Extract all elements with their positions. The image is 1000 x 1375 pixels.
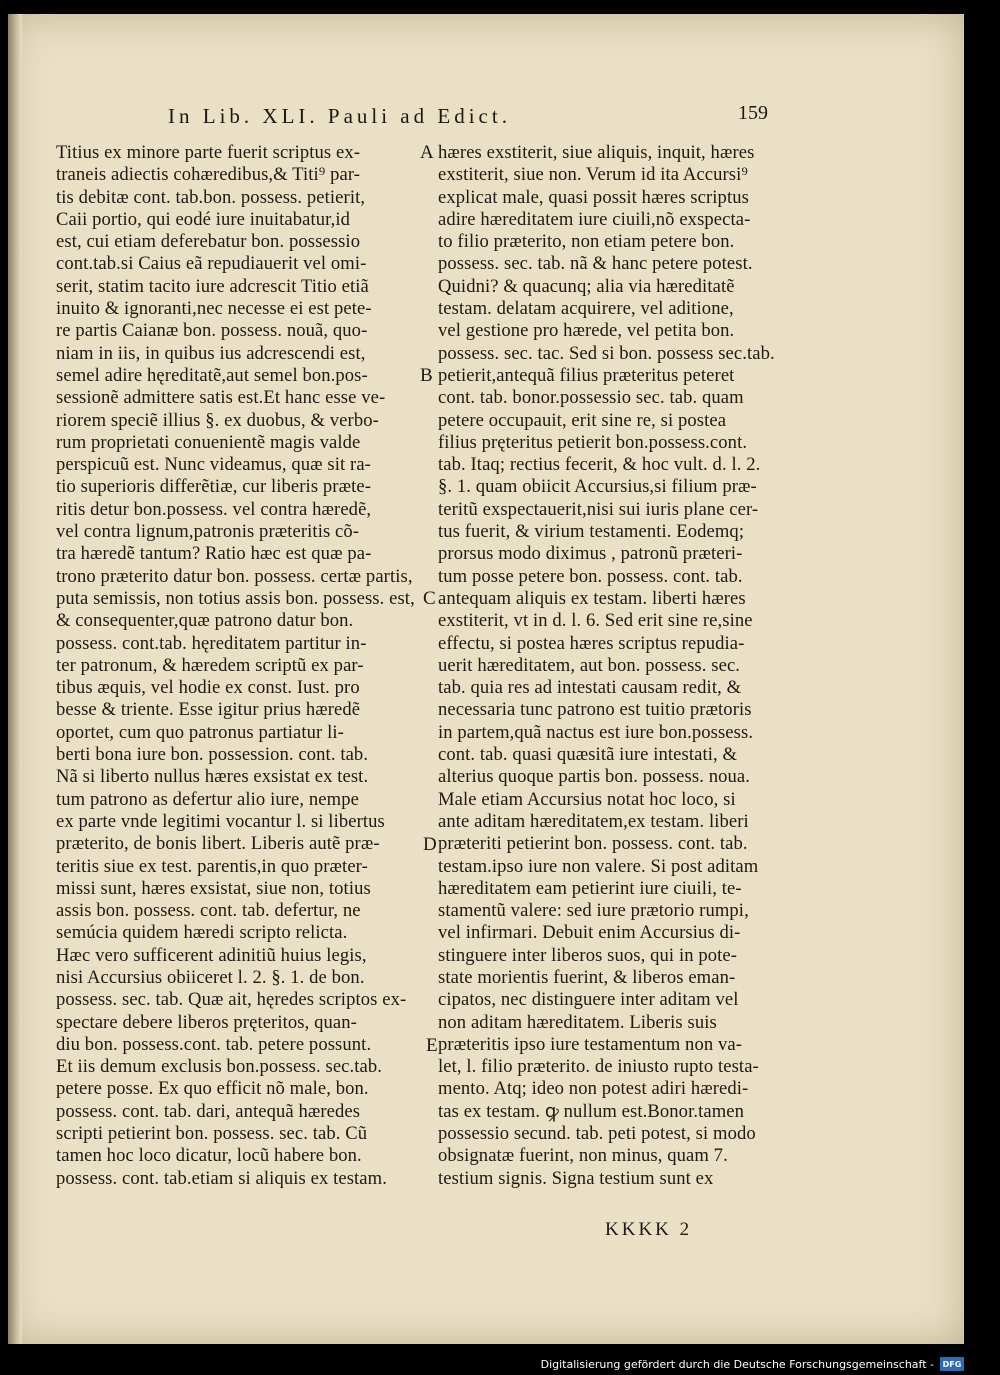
text-line: obsignatæ fuerint, non minus, quam 7. (438, 1145, 728, 1167)
text-line: tab. Itaq; rectius fecerit, & hoc vult. d. l. 2. (438, 454, 761, 476)
text-line: prorsus modo diximus , patronũ præteri- (438, 543, 743, 565)
page-number: 159 (738, 102, 768, 124)
margin-letter-a: A (420, 142, 434, 163)
margin-letter-c: C (423, 588, 436, 609)
text-line: puta semissis, non totius assis bon. possess. est, (56, 587, 415, 609)
text-line: ritis detur bon.possess. vel contra hæredẽ, (56, 498, 372, 520)
text-line: rum proprietati conuenientẽ magis valde (56, 431, 361, 453)
text-line: tra hæredẽ tantum? Ratio hæc est quæ pa- (56, 543, 372, 565)
text-line: tab. quia res ad intestati causam redit, & (438, 677, 742, 699)
text-line: non aditam hæreditatem. Liberis suis (438, 1011, 717, 1033)
text-line: §. 1. quam obiicit Accursius,si filium præ- (438, 476, 757, 498)
text-line: explicat male, quasi possit hæres scriptus (438, 186, 749, 208)
text-line: possessio secund. tab. peti potest, si modo (438, 1123, 756, 1145)
text-line: Male etiam Accursius notat hoc loco, si (438, 788, 736, 810)
text-line: missi sunt, hæres exsistat, siue non, totius (56, 877, 371, 899)
text-line: vel infirmari. Debuit enim Accursius di- (438, 922, 741, 944)
text-line: tum posse petere bon. possess. cont. tab. (438, 565, 743, 587)
text-line: oportet, cum quo patronus partiatur li- (56, 721, 344, 743)
text-line: est, cui etiam deferebatur bon. possessio (56, 231, 361, 253)
text-line: Nã si liberto nullus hæres exsistat ex test. (56, 766, 369, 788)
text-line: inuito & ignoranti,nec necesse ei est pete- (56, 298, 372, 320)
text-line: semúcia quidem hæredi scripto relicta. (56, 922, 348, 944)
text-line: filius pręteritus petierit bon.possess.cont. (438, 431, 748, 453)
text-line: præteriti petierint bon. possess. cont. tab. (438, 833, 748, 855)
credit-text: Digitalisierung gefördert durch die Deutsche Forschungsgemeinschaft - (540, 1357, 934, 1371)
text-line: tas ex testam. ꝙ nullum est.Bonor.tamen (438, 1100, 745, 1122)
text-line: effectu, si postea hæres scriptus repudia- (438, 632, 745, 654)
text-line: tus fuerit, & virium testamenti. Eodemq; (438, 521, 745, 543)
text-line: serit, statim tacito iure adcrescit Titio etiã (56, 275, 369, 297)
text-line: cont.tab.si Caius eã repudiauerit vel omi- (56, 253, 367, 275)
text-line: tamen hoc loco dicatur, locũ habere bon. (56, 1145, 362, 1167)
margin-letter-b: B (420, 365, 433, 386)
text-line: ante aditam hæreditatem,ex testam. liberi (438, 810, 749, 832)
text-line: cont. tab. bonor.possessio sec. tab. quam (438, 387, 744, 409)
text-line: testam. delatam acquirere, vel aditione, (438, 298, 734, 320)
text-line: possess. sec. tac. Sed si bon. possess sec.tab. (438, 342, 775, 364)
text-line: possess. cont.tab. hęreditatem partitur in- (56, 632, 367, 654)
running-title: In Lib. XLI. Pauli ad Edict. (168, 104, 511, 128)
text-line: perspicuũ est. Nunc videamus, quæ sit ra- (56, 454, 371, 476)
margin-letter-d: D (423, 834, 437, 855)
left-text-column (56, 142, 428, 1190)
text-line: Hæc vero sufficerent adinitiũ huius legis, (56, 944, 367, 966)
text-line: possess. cont. tab. dari, antequã hæredes (56, 1100, 361, 1122)
text-line: petierit,antequã filius præteritus peteret (438, 364, 735, 386)
text-line: cont. tab. quasi quæsitã iure intestati, & (438, 744, 738, 766)
text-line: possess. sec. tab. nã & hanc petere potest. (438, 253, 753, 275)
text-line: petere posse. Ex quo efficit nõ male, bon. (56, 1078, 369, 1100)
text-line: to filio præterito, non etiam petere bon. (438, 231, 735, 253)
text-line: tio superioris differẽtiæ, cur liberis præte- (56, 476, 372, 498)
text-line: ter patronum, & hæredem scriptũ ex par- (56, 654, 364, 676)
text-line: præterito, de bonis libert. Liberis autẽ præ- (56, 833, 380, 855)
text-line: præteritis ipso iure testamentum non va- (438, 1033, 743, 1055)
text-line: berti bona iure bon. possession. cont. tab. (56, 744, 369, 766)
text-line: possess. sec. tab. Quæ ait, hęredes scriptos ex- (56, 989, 407, 1011)
text-line: niam in iis, in quibus ius adcrescendi est, (56, 342, 366, 364)
text-line: ex parte vnde legitimi vocantur l. si libertus (56, 810, 385, 832)
text-line: testam.ipso iure non valere. Si post aditam (438, 855, 759, 877)
text-line: vel contra lignum,patronis præteritis cõ- (56, 521, 360, 543)
text-line: nisi Accursius obiiceret l. 2. §. 1. de bon. (56, 966, 365, 988)
text-line: alterius quoque partis bon. possess. noua. (438, 766, 750, 788)
text-line: state morientis fuerint, & liberos eman- (438, 966, 736, 988)
text-line: Quidni? & quacunq; alia via hæreditatẽ (438, 275, 735, 297)
text-line: scripti petierint bon. possess. sec. tab. Cũ (56, 1123, 368, 1145)
text-line: antequam aliquis ex testam. liberti hæres (438, 587, 746, 609)
margin-letter-e: E (426, 1035, 438, 1056)
text-line: exstiterit, siue non. Verum id ita Accursi⁹ (438, 164, 748, 186)
text-line: in partem,quã nactus est iure bon.possess. (438, 721, 754, 743)
text-line: testium signis. Signa testium sunt ex (438, 1167, 714, 1189)
text-line: petere occupauit, erit sine re, si postea (438, 409, 727, 431)
text-line: hæreditatem eam petierint iure ciuili, te- (438, 877, 742, 899)
text-line: Et iis demum exclusis bon.possess. sec.tab. (56, 1056, 383, 1078)
text-line: tis debitæ cont. tab.bon. possess. petierit, (56, 186, 366, 208)
text-line: necessaria tunc patrono est tuitio prætoris (438, 699, 752, 721)
text-line: Caii portio, qui eodé iure inuitabatur,id (56, 208, 351, 230)
text-line: tibus æquis, vel hodie ex const. Iust. pro (56, 677, 360, 699)
text-line: diu bon. possess.cont. tab. petere possunt. (56, 1033, 372, 1055)
text-line: exstiterit, vt in d. l. 6. Sed erit sine re,sine (438, 610, 753, 632)
text-line: sessionẽ admittere satis est.Et hanc esse ve- (56, 387, 386, 409)
text-line: teritis siue ex test. parentis,in quo præter- (56, 855, 368, 877)
digitization-credit (541, 1355, 964, 1373)
text-line: Titius ex minore parte fuerit scriptus ex- (56, 142, 361, 163)
text-line: mento. Atq; ideo non potest adiri hæredi- (438, 1078, 749, 1100)
text-line: trono præterito datur bon. possess. certæ partis, (56, 565, 413, 587)
text-line: stamentũ valere: sed iure prætorio rumpi, (438, 900, 749, 922)
signature-mark: KKKK 2 (605, 1219, 693, 1240)
dfg-logo: DFG (940, 1357, 964, 1371)
text-line: vel gestione pro hærede, vel petita bon. (438, 320, 735, 342)
text-line: traneis adiectis cohæredibus,& Titi⁹ par- (56, 164, 361, 186)
right-text-column (438, 142, 793, 1190)
text-line: uerit hæreditatem, aut bon. possess. sec. (438, 654, 741, 676)
page-gutter-shadow (8, 14, 22, 1344)
text-line: stinguere inter liberos suos, qui in pote- (438, 944, 738, 966)
text-line: spectare debere liberos pręteritos, quan- (56, 1011, 357, 1033)
text-line: re partis Caianæ bon. possess. nouã, quo- (56, 320, 368, 342)
text-line: teritũ exspectauerit,nisi sui iuris plane cer- (438, 498, 759, 520)
text-line: cipatos, nec distinguere inter aditam vel (438, 989, 739, 1011)
text-line: tum patrono as defertur alio iure, nempe (56, 788, 359, 810)
text-line: riorem speciẽ illius §. ex duobus, & verbo- (56, 409, 379, 431)
book-page (8, 14, 964, 1344)
text-line: let, l. filio præterito. de iniusto rupto testa- (438, 1056, 759, 1078)
text-line: possess. cont. tab.etiam si aliquis ex testam. (56, 1167, 387, 1189)
text-line: adire hæreditatem iure ciuili,nõ exspecta- (438, 208, 751, 230)
text-line: & consequenter,quæ patrono datur bon. (56, 610, 354, 632)
text-line: hæres exstiterit, siue aliquis, inquit, hæres (438, 142, 755, 163)
text-line: semel adire hęreditatẽ,aut semel bon.pos- (56, 364, 368, 386)
text-line: besse & triente. Esse igitur prius hæredẽ (56, 699, 361, 721)
text-line: assis bon. possess. cont. tab. defertur, ne (56, 900, 361, 922)
